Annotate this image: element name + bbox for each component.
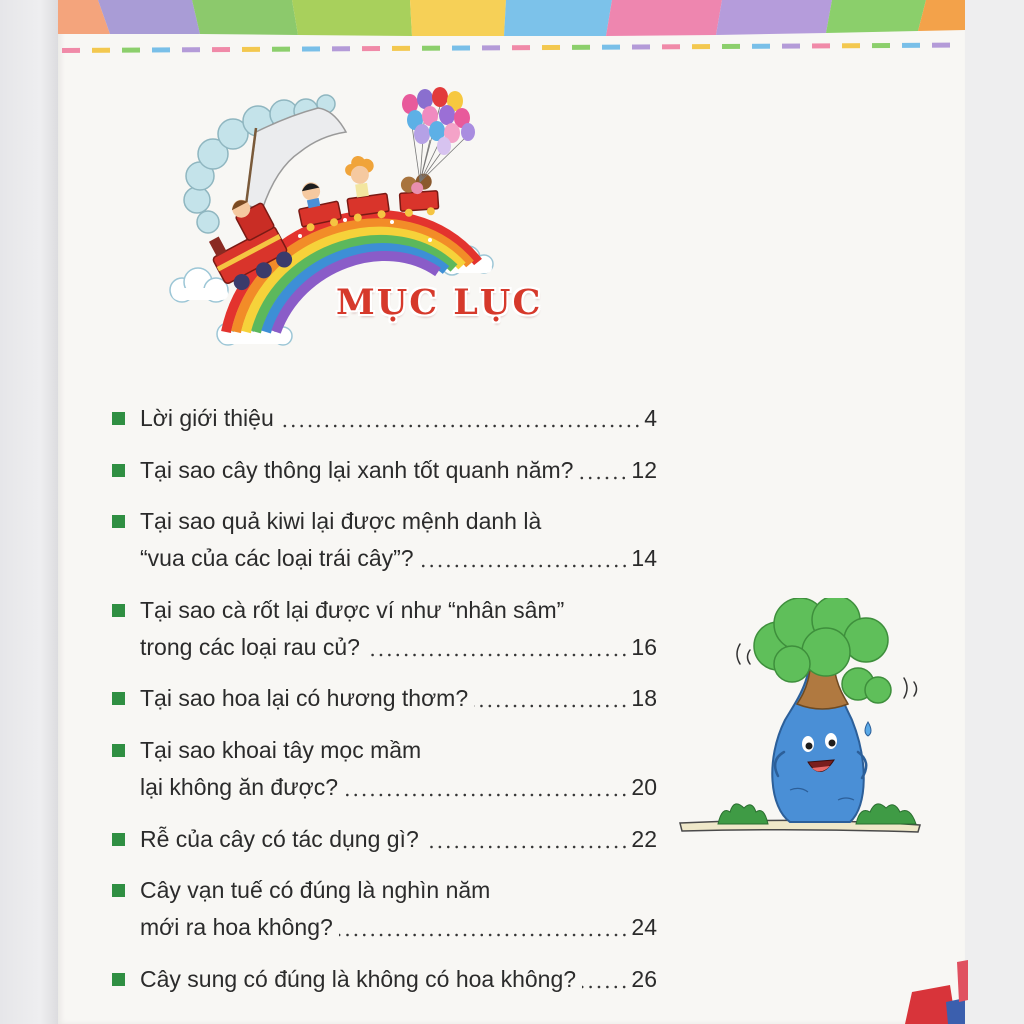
toc-page-number: 14 (631, 545, 657, 572)
train-car (341, 153, 390, 223)
square-bullet-icon (112, 692, 125, 705)
tree-character-illustration (675, 598, 925, 848)
toc-entry (108, 452, 657, 489)
top-color-stripes (58, 0, 965, 40)
toc-line (108, 769, 657, 806)
toc-entry (108, 872, 657, 946)
square-bullet-icon (112, 744, 125, 757)
page-title: MỤC LỤC (336, 282, 543, 323)
toc-entry-title-continued: lại không ăn được? (140, 773, 338, 800)
toc-entry-title: Tại sao khoai tây mọc mầm (140, 736, 422, 763)
square-bullet-icon (112, 884, 125, 897)
toc-line (108, 680, 657, 717)
toc-page-number: 4 (644, 405, 657, 431)
toc-entry (108, 400, 657, 437)
toc-line (108, 961, 657, 998)
page-margin-right (965, 0, 1024, 1024)
toc-entry-title: Tại sao cà rốt lại được ví như “nhân sâm” (140, 596, 565, 623)
toc-entry (108, 732, 657, 806)
toc-page-number: 12 (631, 456, 657, 483)
toc-page-number: 24 (631, 914, 657, 941)
toc-page-number: 18 (631, 685, 657, 712)
toc-page-number: 16 (631, 633, 657, 660)
toc-line (108, 503, 657, 540)
toc-entry-title: Tại sao hoa lại có hương thơm? (140, 685, 469, 712)
toc-line (108, 629, 657, 666)
toc-entry (108, 680, 657, 717)
square-bullet-icon (112, 515, 125, 528)
toc-page-number: 22 (631, 825, 657, 852)
toc-line (108, 909, 657, 946)
toc-line (108, 872, 657, 909)
toc-line (108, 452, 657, 489)
dot-leader (425, 845, 629, 849)
square-bullet-icon (112, 464, 125, 477)
dot-leader (344, 793, 628, 797)
dot-leader (582, 985, 628, 989)
toc-entry-title: Lời giới thiệu (140, 405, 274, 431)
corner-decoration (895, 955, 975, 1024)
square-bullet-icon (112, 973, 125, 986)
toc-entry-title: Cây sung có đúng là không có hoa không? (140, 965, 577, 992)
toc-entry (108, 821, 657, 858)
toc-line (108, 540, 657, 577)
toc-entry-title-continued: “vua của các loại trái cây”? (140, 545, 414, 572)
square-bullet-icon (112, 604, 125, 617)
table-of-contents (108, 400, 657, 1012)
dot-leader (339, 933, 629, 937)
toc-entry-title: Cây vạn tuế có đúng là nghìn năm (140, 877, 491, 904)
square-bullet-icon (112, 833, 125, 846)
toc-entry (108, 961, 657, 998)
toc-entry-title: Tại sao cây thông lại xanh tốt quanh năm? (140, 456, 574, 483)
square-bullet-icon (112, 412, 125, 425)
toc-entry-title-continued: mới ra hoa không? (140, 914, 333, 941)
toc-page-number: 26 (631, 965, 657, 992)
book-gutter (0, 0, 58, 1024)
toc-line (108, 592, 657, 629)
toc-entry-title: Rễ của cây có tác dụng gì? (140, 825, 419, 852)
toc-entry-title-continued: trong các loại rau củ? (140, 633, 360, 660)
dot-leader (420, 564, 629, 568)
toc-page-number: 20 (631, 773, 657, 800)
dot-leader (366, 653, 629, 657)
dot-leader (280, 424, 641, 428)
toc-line (108, 821, 657, 858)
toc-entry-title: Tại sao quả kiwi lại được mệnh danh là (140, 508, 542, 535)
toc-entry (108, 592, 657, 666)
sweat-drop-icon (865, 722, 871, 736)
dot-leader (474, 704, 628, 708)
toc-line (108, 400, 657, 437)
balloons (402, 87, 475, 155)
toc-line (108, 732, 657, 769)
toc-entry (108, 503, 657, 577)
dot-leader (579, 476, 628, 480)
train-car (398, 173, 439, 218)
